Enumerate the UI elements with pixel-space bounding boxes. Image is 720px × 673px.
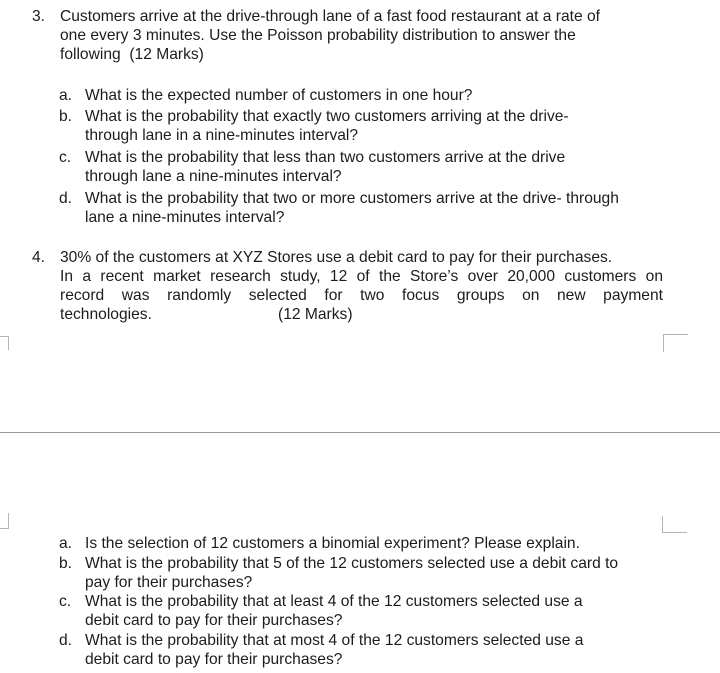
- part-label: c.: [59, 149, 72, 166]
- part-label: b.: [59, 108, 73, 125]
- part-text-line: What is the probability that at most 4 of the 12 customers selected use a: [85, 632, 584, 649]
- part-text-line: What is the probability that less than two customers arrive at the drive: [85, 149, 566, 166]
- part-label: a.: [59, 87, 73, 104]
- part-label: d.: [59, 632, 73, 649]
- marks-label: (12 Marks): [278, 306, 353, 323]
- part-text-line: pay for their purchases?: [85, 574, 253, 591]
- part-label: d.: [59, 190, 73, 207]
- part-text-line: What is the expected number of customers in one hour?: [85, 87, 473, 104]
- page-corner-mark: [662, 516, 687, 533]
- question-text-line: Customers arrive at the drive-through lane of a fast food restaurant at a rate of: [60, 8, 601, 25]
- page-corner-mark: [0, 513, 9, 529]
- part-text-line: What is the probability that exactly two customers arriving at the drive-: [85, 108, 569, 125]
- part-text-line: through lane in a nine-minutes interval?: [85, 127, 359, 144]
- question-text-line: In a recent market research study, 12 of the Store’s over 20,000 customers on: [60, 268, 663, 285]
- question-text-line: one every 3 minutes. Use the Poisson probability distribution to answer the: [60, 27, 576, 44]
- part-label: b.: [59, 555, 73, 572]
- page-corner-mark: [663, 334, 688, 352]
- part-text-line: What is the probability that 5 of the 12 customers selected use a debit card to: [85, 555, 619, 572]
- question-text-line: following (12 Marks): [60, 46, 204, 63]
- question-text-line: 30% of the customers at XYZ Stores use a debit card to pay for their purchases.: [60, 249, 613, 266]
- part-text-line: debit card to pay for their purchases?: [85, 612, 343, 629]
- part-text-line: lane a nine-minutes interval?: [85, 209, 285, 226]
- part-text-line: What is the probability that two or more customers arrive at the drive- through: [85, 190, 619, 207]
- question-number: 3.: [32, 8, 46, 25]
- part-label: a.: [59, 535, 73, 552]
- part-label: c.: [59, 593, 72, 610]
- page-break-divider: [0, 432, 720, 433]
- question-number: 4.: [32, 249, 46, 266]
- question-text-line: record was randomly selected for two focus groups on new payment: [60, 287, 663, 304]
- part-text-line: debit card to pay for their purchases?: [85, 651, 343, 668]
- question-text-line: technologies.: [60, 306, 152, 323]
- part-text-line: Is the selection of 12 customers a binomial experiment? Please explain.: [85, 535, 580, 552]
- page-corner-mark: [0, 336, 9, 350]
- part-text-line: through lane a nine-minutes interval?: [85, 168, 342, 185]
- part-text-line: What is the probability that at least 4 of the 12 customers selected use a: [85, 593, 583, 610]
